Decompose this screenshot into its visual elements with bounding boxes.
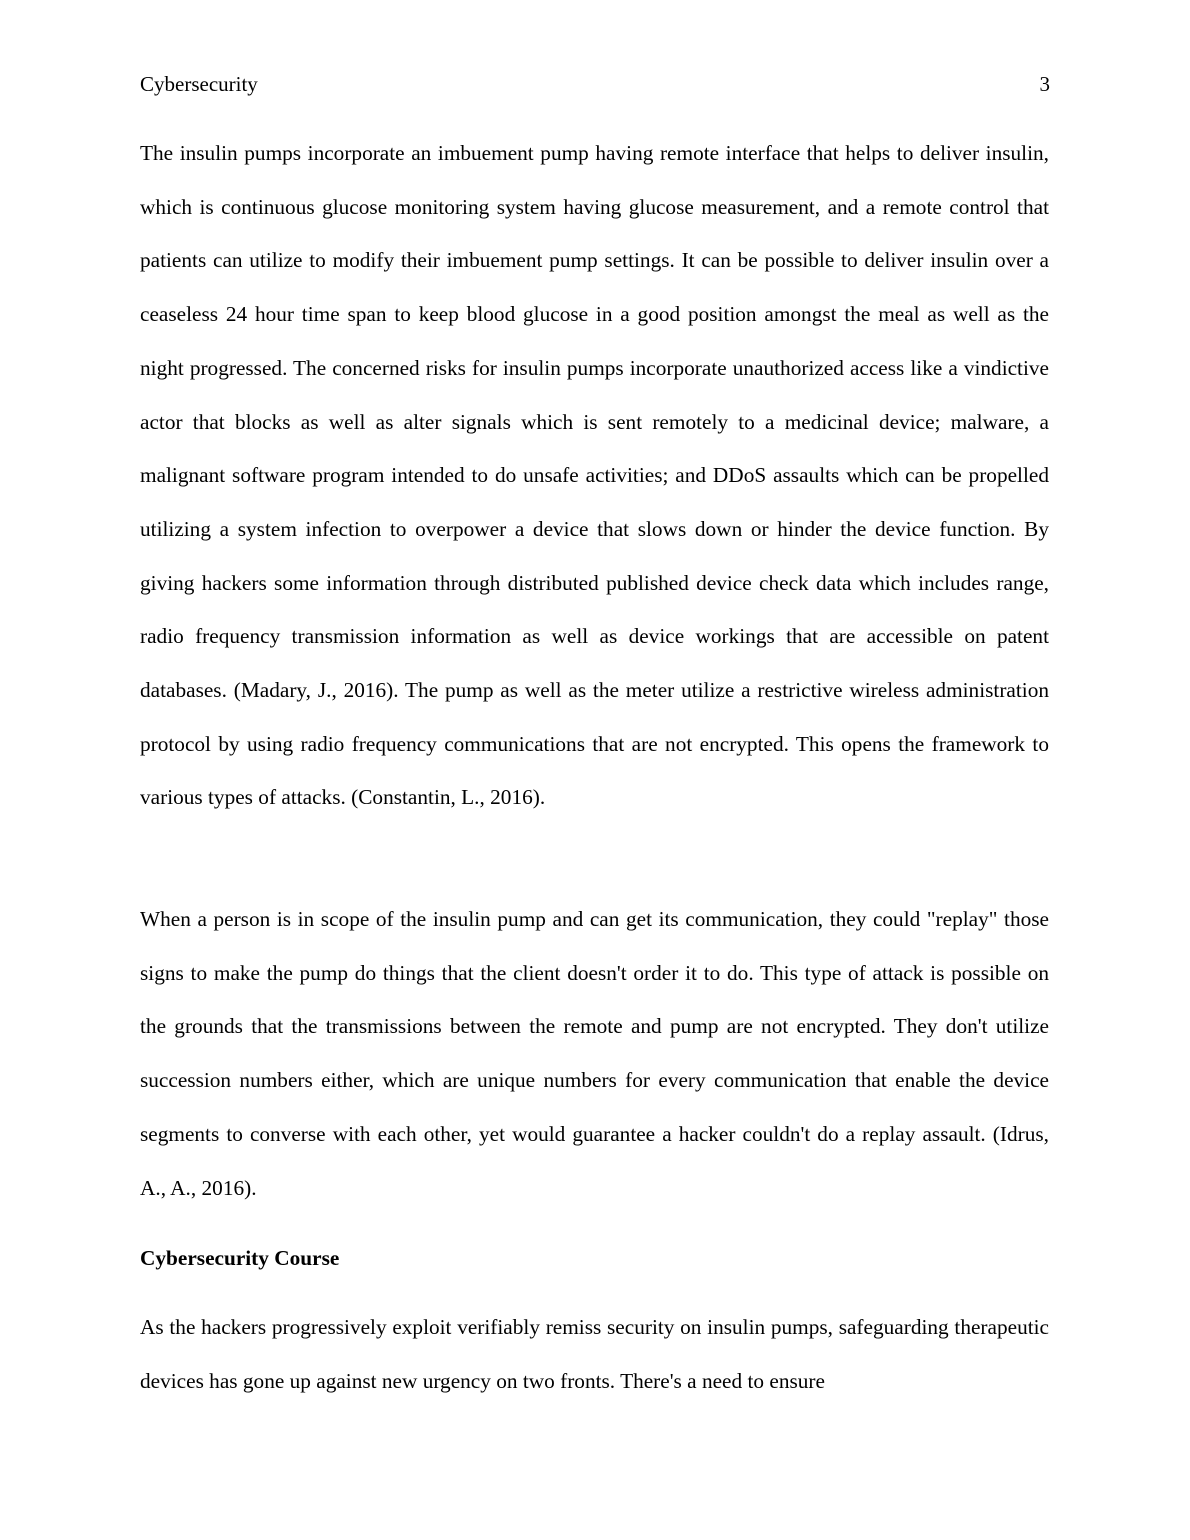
body-paragraph-1: The insulin pumps incorporate an imbuement pump having remote interface that helps to deliver insulin, which is continuous glucose monitoring system having glucose measurement, and a remote control that patients can utilize to modify their imbuement pump settings. It can be possible to deliver insulin over a ceaseless 24 hour time span to keep blood glucose in a good position amongst the meal as well as the night progressed. The concerned risks for insulin pumps incorporate unauthorized access like a vindictive actor that blocks as well as alter signals which is sent remotely to a medicinal device; malware, a malignant software program intended to do unsafe activities; and DDoS assaults which can be propelled utilizing a system infection to overpower a device that slows down or hinder the device function. By giving hackers some information through distributed published device check data which includes range, radio frequency transmission information as well as device workings that are accessible on patent databases. (Madary, J., 2016). The pump as well as the meter utilize a restrictive wireless administration protocol by using radio frequency communications that are not encrypted. This opens the framework to various types of attacks. (Constantin, L., 2016). <box>140 141 1049 810</box>
body-paragraph-3: As the hackers progressively exploit verifiably remiss security on insulin pumps, safeguarding therapeutic devices has gone up against new urgency on two fronts. There's a need to ensure <box>140 1315 1049 1393</box>
body-paragraph-2: When a person is in scope of the insulin pump and can get its communication, they could "replay" those signs to make the pump do things that the client doesn't order it to do. This type of attack is possible on the grounds that the transmissions between the remote and pump are not encrypted. They don't utilize succession numbers either, which are unique numbers for every communication that enable the device segments to converse with each other, yet would guarantee a hacker couldn't do a replay assault. (Idrus, A., A., 2016). <box>140 907 1049 1200</box>
section-heading: Cybersecurity Course <box>140 1246 340 1270</box>
running-head: Cybersecurity <box>140 72 258 96</box>
page-number: 3 <box>1039 72 1050 96</box>
